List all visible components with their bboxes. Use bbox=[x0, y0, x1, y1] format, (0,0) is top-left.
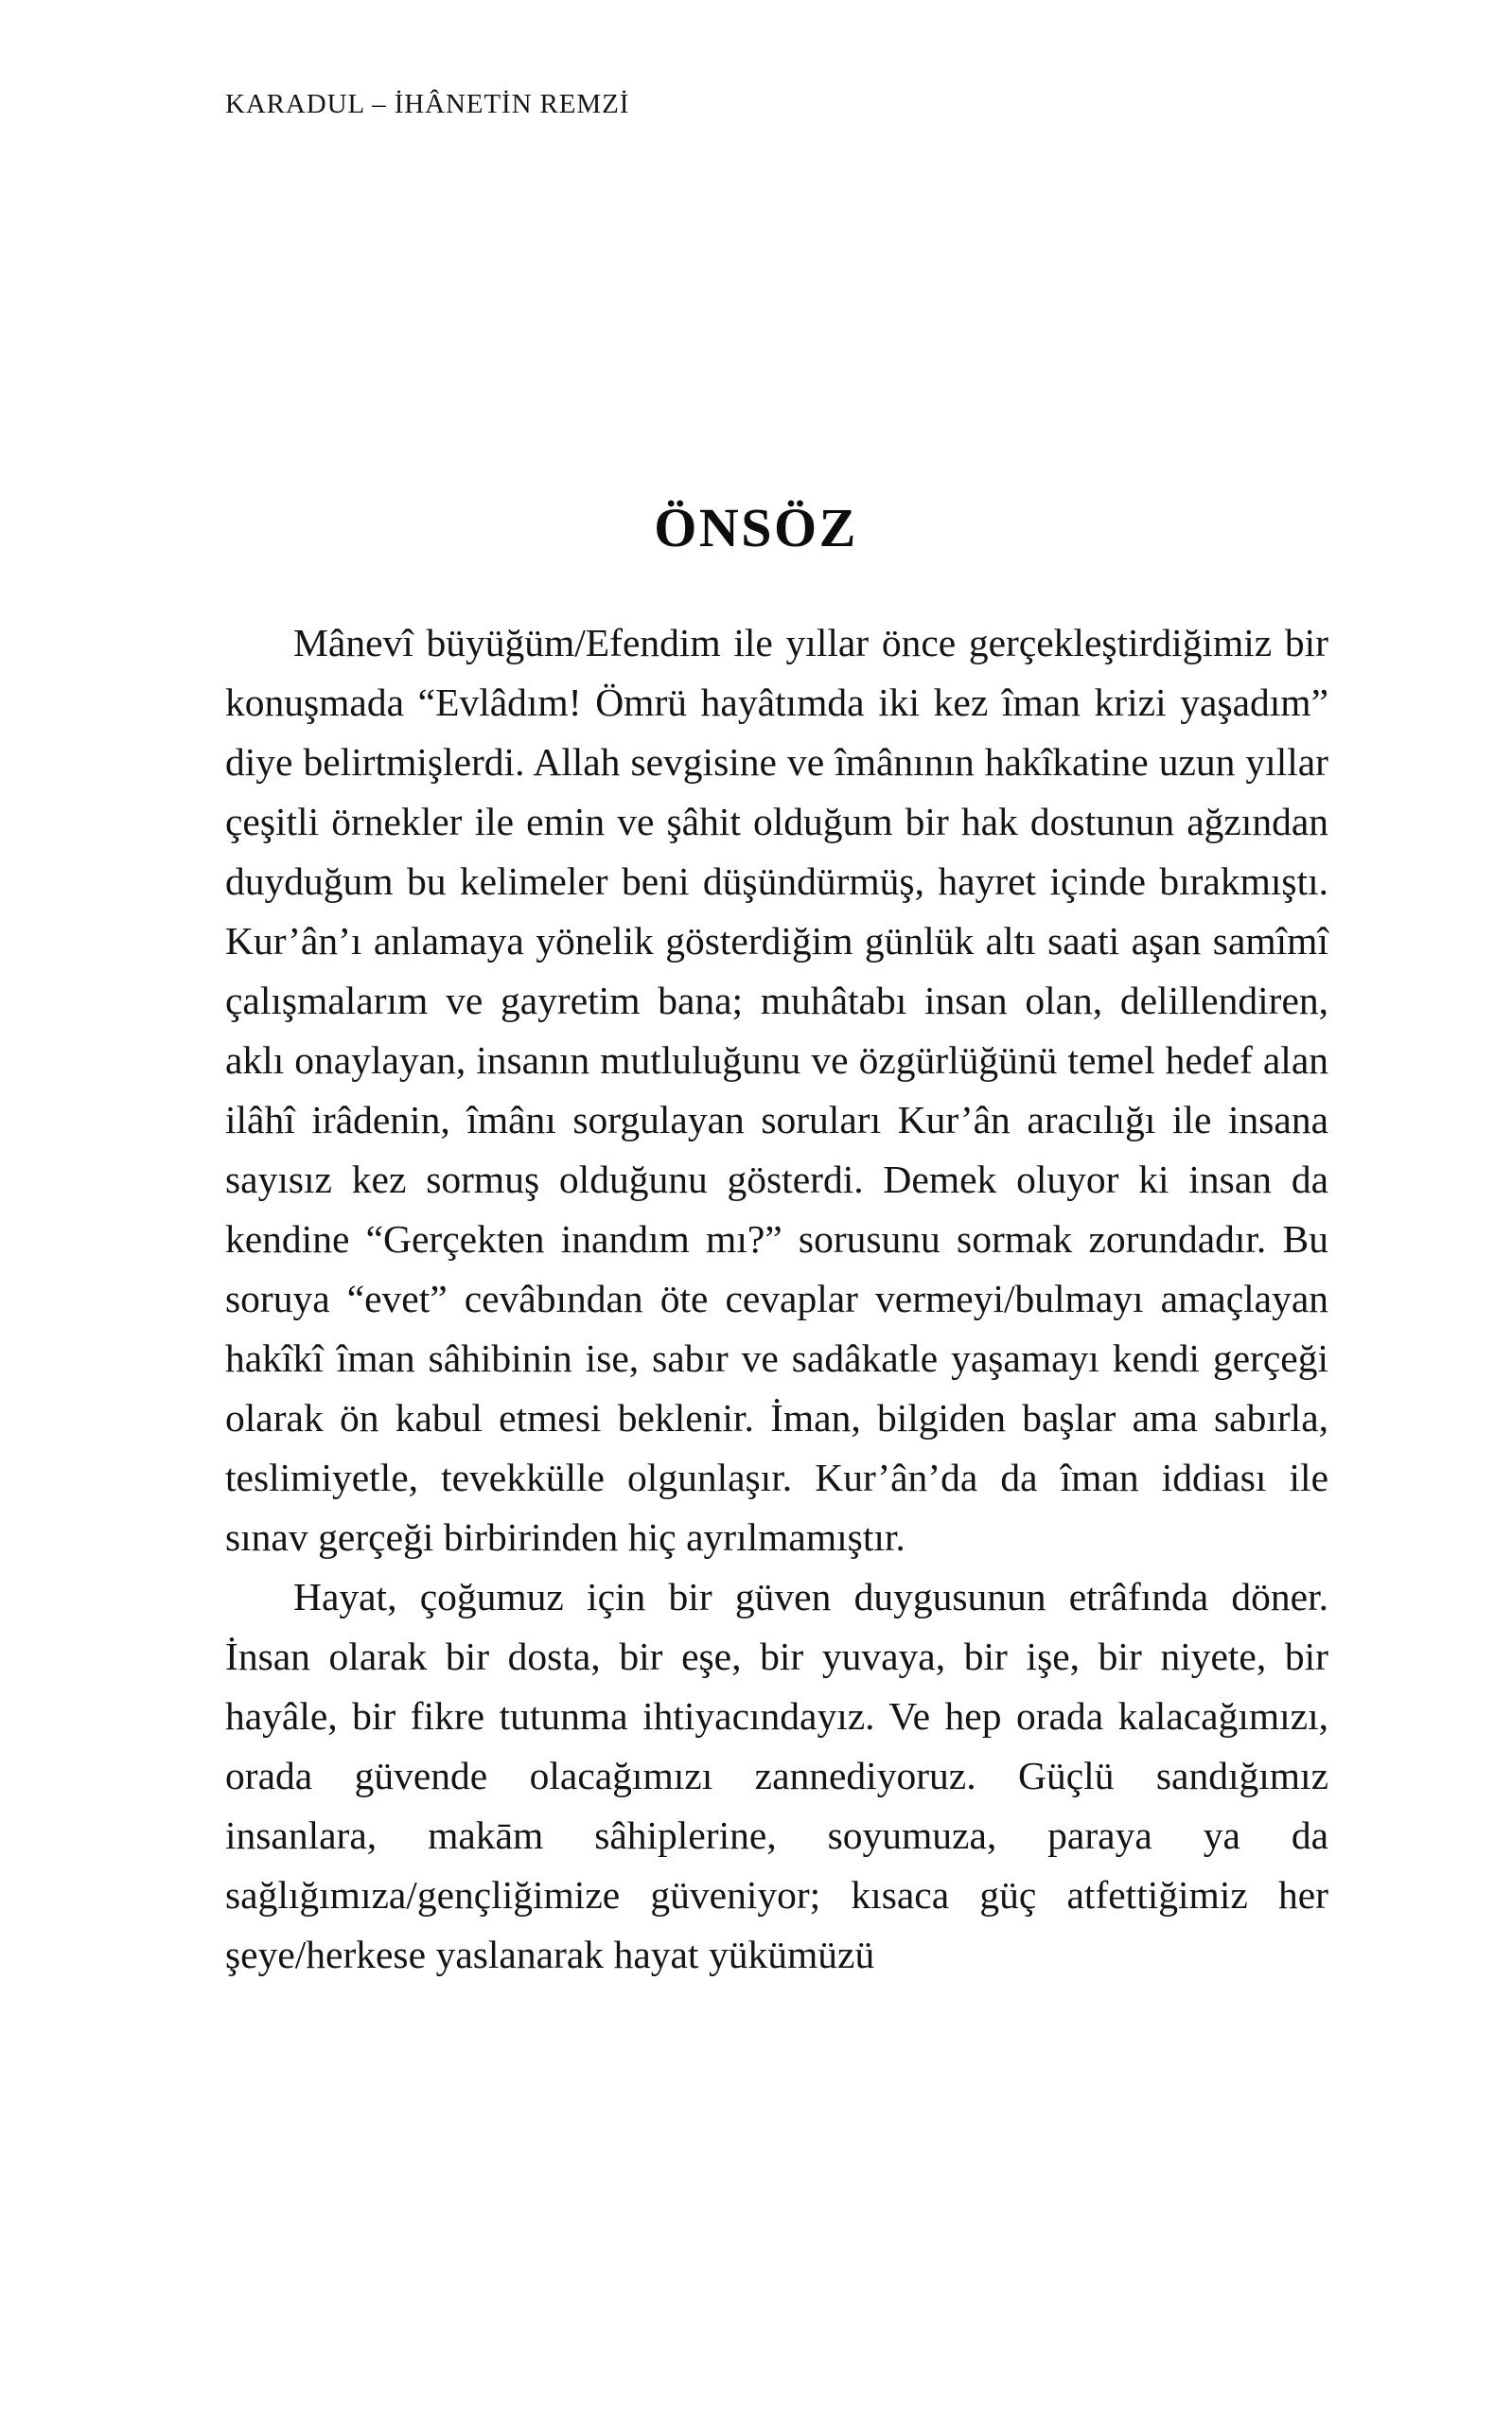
body-text-block bbox=[225, 613, 1328, 1985]
paragraph-1: Mânevî büyüğüm/Efendim ile yıllar önce gerçekleştirdiğimiz bir konuşmada “Evlâdım! Ömrü hayâtımda iki kez îman krizi yaşadım” diye belirtmişlerdi. Allah sevgisine ve îmânının hakîkatine uzun yıllar çeşitli örnekler ile emin ve şâhit olduğum bir hak dostunun ağzından duyduğum bu kelimeler beni düşündürmüş, hayret içinde bırakmıştı. Kur’ân’ı anlamaya yönelik gösterdiğim günlük altı saati aşan samîmî çalışmalarım ve gayretim bana; muhâtabı insan olan, delillendiren, aklı onaylayan, insanın mutluluğunu ve özgürlüğünü temel hedef alan ilâhî irâdenin, îmânı sorgulayan soruları Kur’ân aracılığı ile insana sayısız kez sormuş olduğunu gösterdi. Demek oluyor ki insan da kendine “Gerçekten inandım mı?” sorusunu sormak zorundadır. Bu soruya “evet” cevâbından öte cevaplar vermeyi/bulmayı amaçlayan hakîkî îman sâhibinin ise, sabır ve sadâkatle yaşamayı kendi gerçeği olarak ön kabul etmesi beklenir. İman, bilgiden başlar ama sabırla, teslimiyetle, tevekkülle olgunlaşır. Kur’ân’da da îman iddiası ile sınav gerçeği birbirinden hiç ayrılmamıştır. bbox=[225, 621, 1328, 1559]
running-header-text: KARADUL – İHÂNETİN REMZİ bbox=[225, 89, 630, 119]
page-title: ÖNSÖZ bbox=[654, 496, 858, 558]
paragraph-2: Hayat, çoğumuz için bir güven duygusunun etrâfında döner. İnsan olarak bir dosta, bir eşe, bir yuvaya, bir işe, bir niyete, bir hayâle, bir fikre tutunma ihtiyacındayız. Ve hep orada kalacağımızı, orada güvende olacağımızı zannediyoruz. Güçlü sandığımız insanlara, makām sâhiplerine, soyumuza, paraya ya da sağlığımıza/gençliğimize güveniyor; kısaca güç atfettiğimiz her şeye/herkese yaslanarak hayat yükümüzü bbox=[225, 1575, 1328, 1976]
running-header bbox=[225, 89, 629, 120]
